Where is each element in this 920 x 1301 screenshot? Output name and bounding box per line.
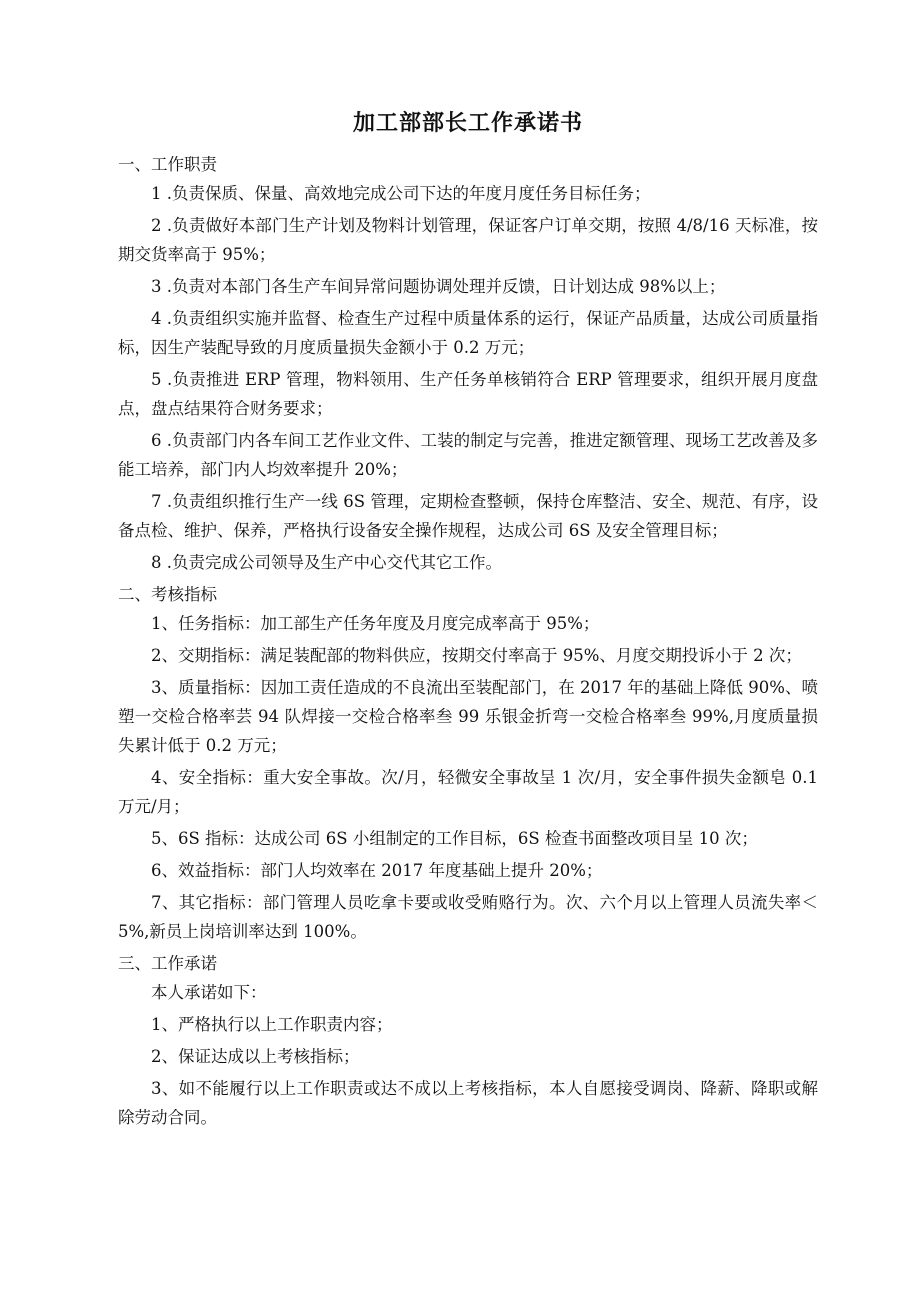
duty-item: 5 .负责推进 ERP 管理，物料领用、生产任务单核销符合 ERP 管理要求，组织开展月度盘点，盘点结果符合财务要求； — [118, 370, 818, 418]
duty-item: 6 .负责部门内各车间工艺作业文件、工装的制定与完善，推进定额管理、现场工艺改善及多能工培养，部门内人均效率提升 20%； — [118, 431, 818, 479]
commitment-item: 2、保证达成以上考核指标； — [151, 1047, 360, 1066]
section-commitment — [118, 949, 818, 1132]
assessment-item: 4、安全指标：重大安全事故。次/月，轻微安全事故呈 1 次/月，安全事件损失金额皂 0.1 万元/月； — [118, 768, 818, 816]
duty-item: 2 .负责做好本部门生产计划及物料计划管理，保证客户订单交期，按照 4/8/16 天标准，按期交货率高于 95%； — [118, 216, 818, 264]
assessment-item: 2、交期指标：满足装配部的物料供应，按期交付率高于 95%、月度交期投诉小于 2 次； — [151, 646, 802, 665]
assessment-item: 1、任务指标：加工部生产任务年度及月度完成率高于 95%； — [151, 614, 600, 633]
commitment-item: 1、严格执行以上工作职责内容； — [151, 1015, 393, 1034]
duty-item: 7 .负责组织推行生产一线 6S 管理，定期检查整顿，保持仓库整洁、安全、规范、有序，设备点检、维护、保养，严格执行设备安全操作规程，达成公司 6S 及安全管理目标； — [118, 492, 818, 540]
document-title: 加工部部长工作承诺书 — [352, 111, 583, 136]
duty-item: 1 .负责保质、保量、高效地完成公司下达的年度月度任务目标任务； — [151, 184, 651, 203]
commitment-item: 3、如不能履行以上工作职责或达不成以上考核指标，本人自愿接受调岗、降薪、降职或解除劳动合同。 — [118, 1079, 818, 1127]
assessment-item: 7、其它指标：部门管理人员吃拿卡要或收受贿赂行为。次、六个月以上管理人员流失率＜5%,新员上岗培训率达到 100%。 — [118, 893, 818, 941]
duty-item: 3 .负责对本部门各生产车间异常问题协调处理并反馈，日计划达成 98%以上； — [151, 277, 726, 296]
duty-item: 4 .负责组织实施并监督、检查生产过程中质量体系的运行，保证产品质量，达成公司质量指标，因生产装配导致的月度质量损失金额小于 0.2 万元； — [118, 309, 818, 357]
commitment-item: 本人承诺如下： — [151, 983, 267, 1002]
section-assessment — [118, 580, 818, 946]
duty-item: 8 .负责完成公司领导及生产中心交代其它工作。 — [151, 553, 502, 572]
section-duties — [118, 150, 818, 577]
section-heading: 二、考核指标 — [118, 585, 217, 604]
assessment-item: 5、6S 指标：达成公司 6S 小组制定的工作目标，6S 检查书面整改项目呈 10 次； — [151, 829, 758, 848]
section-heading: 三、工作承诺 — [118, 954, 217, 973]
section-heading: 一、工作职责 — [118, 155, 217, 174]
assessment-item: 3、质量指标：因加工责任造成的不良流出至装配部门，在 2017 年的基础上降低 90%、喷塑一交检合格率芸 94 队焊接一交检合格率叁 99 乐银金折弯一交检合格率叁 99%,月度质量损失累计低于 0.2 万元； — [118, 678, 818, 755]
assessment-item: 6、效益指标：部门人均效率在 2017 年度基础上提升 20%； — [151, 861, 603, 880]
